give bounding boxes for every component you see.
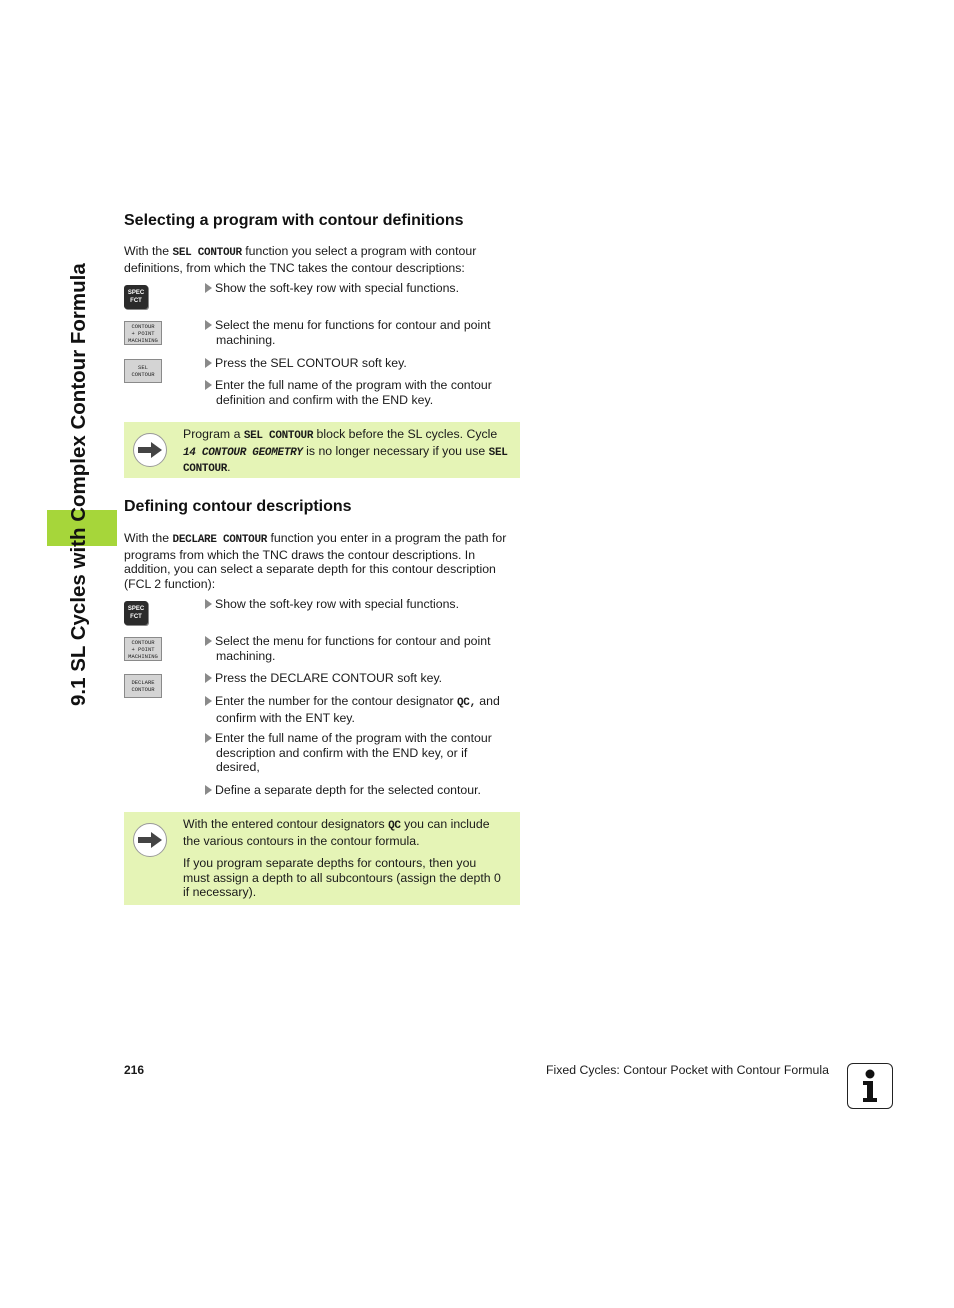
triangle-bullet-icon bbox=[205, 380, 212, 390]
section1-intro: With the SEL CONTOUR function you select a program with contour definitions, from which the TNC takes the contour descriptions: bbox=[124, 244, 477, 275]
triangle-bullet-icon bbox=[205, 283, 212, 293]
step-item: Enter the number for the contour designator QC, and confirm with the ENT key. bbox=[205, 694, 536, 725]
triangle-bullet-icon bbox=[205, 696, 212, 706]
spec-fct-key[interactable]: SPEC FCT bbox=[124, 601, 148, 625]
contour-point-machining-softkey[interactable]: CONTOUR + POINT MACHINING bbox=[124, 637, 162, 661]
step-item: Select the menu for functions for contour and point machining. bbox=[205, 634, 536, 663]
info-icon bbox=[847, 1063, 893, 1109]
sel-contour-softkey[interactable]: SEL CONTOUR bbox=[124, 359, 162, 383]
note-text: With the entered contour designators QC you can include the various contours in the contour formula. If you program separate depths for contours, then you must assign a depth to all subcontours (assign the depth 0 if necessary). bbox=[183, 817, 501, 899]
step-item: Enter the full name of the program with the contour description and confirm with the END key, or if desired, bbox=[205, 731, 536, 775]
triangle-bullet-icon bbox=[205, 320, 212, 330]
triangle-bullet-icon bbox=[205, 785, 212, 795]
step-item: Define a separate depth for the selected contour. bbox=[205, 783, 536, 798]
triangle-bullet-icon bbox=[205, 673, 212, 683]
contour-point-machining-softkey[interactable]: CONTOUR + POINT MACHINING bbox=[124, 321, 162, 345]
triangle-bullet-icon bbox=[205, 358, 212, 368]
step-item: Enter the full name of the program with the contour definition and confirm with the END key. bbox=[205, 378, 536, 407]
spec-fct-key[interactable]: SPEC FCT bbox=[124, 285, 148, 309]
arrow-right-icon bbox=[133, 433, 167, 467]
arrow-right-icon bbox=[133, 823, 167, 857]
footer-chapter-title: Fixed Cycles: Contour Pocket with Contour Formula bbox=[546, 1063, 829, 1077]
page-number: 216 bbox=[124, 1063, 145, 1077]
note-text: Program a SEL CONTOUR block before the SL cycles. Cycle 14 CONTOUR GEOMETRY is no longer necessary if you use SEL CONTOUR. bbox=[183, 427, 508, 475]
chapter-title-vertical: 9.1 SL Cycles with Complex Contour Formula bbox=[67, 263, 90, 706]
triangle-bullet-icon bbox=[205, 733, 212, 743]
step-item: Select the menu for functions for contour and point machining. bbox=[205, 318, 536, 347]
step-item: Press the SEL CONTOUR soft key. bbox=[205, 356, 536, 371]
step-item: Press the DECLARE CONTOUR soft key. bbox=[205, 671, 536, 686]
step-item: Show the soft-key row with special functions. bbox=[205, 597, 536, 612]
section-heading-selecting: Selecting a program with contour definitions bbox=[124, 212, 464, 229]
triangle-bullet-icon bbox=[205, 599, 212, 609]
step-item: Show the soft-key row with special functions. bbox=[205, 281, 536, 296]
declare-contour-softkey[interactable]: DECLARE CONTOUR bbox=[124, 674, 162, 698]
section-heading-defining: Defining contour descriptions bbox=[124, 498, 352, 515]
section2-intro: With the DECLARE CONTOUR function you enter in a program the path for programs from which the TNC draws the contour descriptions. In addition, you can select a separate depth for this contour description (FCL 2 function): bbox=[124, 531, 507, 591]
triangle-bullet-icon bbox=[205, 636, 212, 646]
